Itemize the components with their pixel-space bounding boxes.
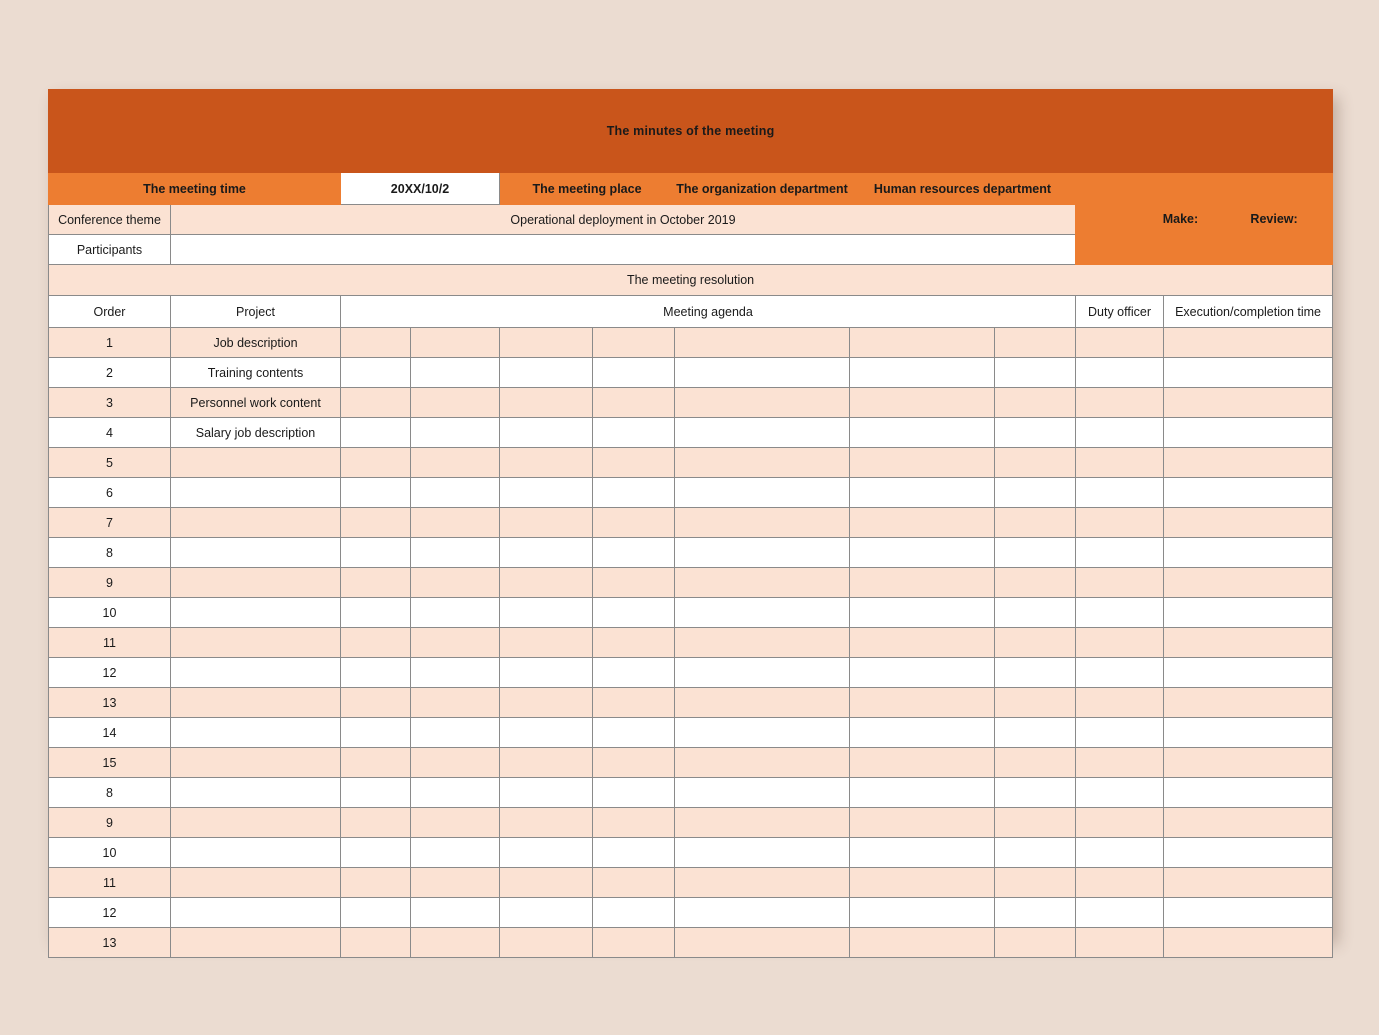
- row-agenda-cell[interactable]: [675, 838, 850, 868]
- row-order: 7: [49, 508, 171, 538]
- row-agenda-cell[interactable]: [850, 628, 995, 658]
- row-agenda-cell[interactable]: [411, 868, 500, 898]
- row-agenda-cell[interactable]: [850, 868, 995, 898]
- row-duty-officer[interactable]: [1076, 448, 1164, 478]
- row-agenda-cell[interactable]: [850, 538, 995, 568]
- row-agenda-cell[interactable]: [995, 598, 1076, 628]
- row-agenda-cell[interactable]: [341, 538, 411, 568]
- row-agenda-cell[interactable]: [850, 568, 995, 598]
- row-agenda-cell[interactable]: [593, 778, 675, 808]
- column-header-project: Project: [171, 296, 341, 328]
- row-agenda-cell[interactable]: [675, 778, 850, 808]
- row-agenda-cell[interactable]: [341, 928, 411, 958]
- row-agenda-cell[interactable]: [500, 478, 593, 508]
- row-agenda-cell[interactable]: [593, 418, 675, 448]
- row-agenda-cell[interactable]: [411, 358, 500, 388]
- row-execution-time[interactable]: [1164, 868, 1333, 898]
- row-agenda-cell[interactable]: [850, 508, 995, 538]
- row-agenda-cell[interactable]: [675, 748, 850, 778]
- row-agenda-cell[interactable]: [411, 628, 500, 658]
- row-agenda-cell[interactable]: [995, 928, 1076, 958]
- row-duty-officer[interactable]: [1076, 628, 1164, 658]
- row-agenda-cell[interactable]: [995, 388, 1076, 418]
- table-row: [49, 568, 1333, 598]
- row-order: 3: [49, 388, 171, 418]
- row-duty-officer[interactable]: [1076, 898, 1164, 928]
- row-agenda-cell[interactable]: [995, 688, 1076, 718]
- row-project[interactable]: [171, 478, 341, 508]
- row-project[interactable]: [171, 688, 341, 718]
- row-agenda-cell[interactable]: [675, 868, 850, 898]
- row-execution-time[interactable]: [1164, 568, 1333, 598]
- row-agenda-cell[interactable]: [995, 448, 1076, 478]
- row-agenda-cell[interactable]: [995, 868, 1076, 898]
- row-duty-officer[interactable]: [1076, 508, 1164, 538]
- row-agenda-cell[interactable]: [593, 898, 675, 928]
- row-agenda-cell[interactable]: [593, 448, 675, 478]
- row-agenda-cell[interactable]: [411, 508, 500, 538]
- row-order: 10: [49, 838, 171, 868]
- row-order: 12: [49, 898, 171, 928]
- row-agenda-cell[interactable]: [995, 898, 1076, 928]
- row-agenda-cell[interactable]: [500, 448, 593, 478]
- row-project[interactable]: Personnel work content: [171, 388, 341, 418]
- row-execution-time[interactable]: [1164, 358, 1333, 388]
- row-agenda-cell[interactable]: [850, 718, 995, 748]
- row-execution-time[interactable]: [1164, 448, 1333, 478]
- row-agenda-cell[interactable]: [411, 718, 500, 748]
- row-agenda-cell[interactable]: [850, 358, 995, 388]
- row-agenda-cell[interactable]: [675, 628, 850, 658]
- row-execution-time[interactable]: [1164, 658, 1333, 688]
- row-agenda-cell[interactable]: [675, 598, 850, 628]
- row-agenda-cell[interactable]: [593, 748, 675, 778]
- row-agenda-cell[interactable]: [341, 568, 411, 598]
- row-agenda-cell[interactable]: [341, 748, 411, 778]
- row-agenda-cell[interactable]: [593, 718, 675, 748]
- row-agenda-cell[interactable]: [593, 328, 675, 358]
- table-row: [49, 838, 1333, 868]
- row-project[interactable]: [171, 808, 341, 838]
- row-agenda-cell[interactable]: [500, 418, 593, 448]
- table-row: [49, 898, 1333, 928]
- resolution-rows: [49, 328, 1333, 958]
- row-agenda-cell[interactable]: [593, 358, 675, 388]
- column-header-execution-time: Execution/completion time: [1164, 296, 1333, 328]
- row-project[interactable]: [171, 508, 341, 538]
- row-agenda-cell[interactable]: [411, 538, 500, 568]
- row-agenda-cell[interactable]: [500, 568, 593, 598]
- row-agenda-cell[interactable]: [411, 688, 500, 718]
- row-order: 9: [49, 808, 171, 838]
- table-row: [49, 688, 1333, 718]
- row-order: 2: [49, 358, 171, 388]
- row-execution-time[interactable]: [1164, 418, 1333, 448]
- row-agenda-cell[interactable]: [411, 928, 500, 958]
- column-header-meeting-agenda: Meeting agenda: [341, 296, 1076, 328]
- table-row: [49, 538, 1333, 568]
- row-agenda-cell[interactable]: [341, 688, 411, 718]
- row-agenda-cell[interactable]: [675, 448, 850, 478]
- row-agenda-cell[interactable]: [675, 688, 850, 718]
- row-agenda-cell[interactable]: [341, 418, 411, 448]
- row-duty-officer[interactable]: [1076, 328, 1164, 358]
- row-order: 4: [49, 418, 171, 448]
- row-agenda-cell[interactable]: [500, 808, 593, 838]
- row-project[interactable]: [171, 898, 341, 928]
- conference-theme-label: Conference theme: [49, 205, 171, 235]
- row-agenda-cell[interactable]: [341, 508, 411, 538]
- title-row: [49, 90, 1333, 173]
- conference-theme-value[interactable]: Operational deployment in October 2019: [171, 205, 1076, 235]
- row-agenda-cell[interactable]: [850, 748, 995, 778]
- row-agenda-cell[interactable]: [995, 838, 1076, 868]
- row-agenda-cell[interactable]: [411, 808, 500, 838]
- row-agenda-cell[interactable]: [995, 718, 1076, 748]
- row-agenda-cell[interactable]: [500, 598, 593, 628]
- row-agenda-cell[interactable]: [593, 838, 675, 868]
- row-agenda-cell[interactable]: [850, 448, 995, 478]
- meeting-place-label: The meeting place: [500, 173, 675, 205]
- row-agenda-cell[interactable]: [593, 538, 675, 568]
- organization-department-value[interactable]: Human resources department: [850, 173, 1076, 205]
- row-agenda-cell[interactable]: [341, 628, 411, 658]
- column-header-order: Order: [49, 296, 171, 328]
- row-duty-officer[interactable]: [1076, 688, 1164, 718]
- row-agenda-cell[interactable]: [850, 478, 995, 508]
- row-order: 13: [49, 928, 171, 958]
- row-agenda-cell[interactable]: [995, 418, 1076, 448]
- row-duty-officer[interactable]: [1076, 418, 1164, 448]
- row-agenda-cell[interactable]: [850, 808, 995, 838]
- row-agenda-cell[interactable]: [675, 388, 850, 418]
- row-agenda-cell[interactable]: [850, 688, 995, 718]
- row-agenda-cell[interactable]: [500, 748, 593, 778]
- row-agenda-cell[interactable]: [411, 898, 500, 928]
- row-agenda-cell[interactable]: [341, 778, 411, 808]
- row-agenda-cell[interactable]: [411, 568, 500, 598]
- row-execution-time[interactable]: [1164, 328, 1333, 358]
- row-agenda-cell[interactable]: [593, 868, 675, 898]
- row-order: 12: [49, 658, 171, 688]
- row-project[interactable]: [171, 538, 341, 568]
- meeting-info-header-row: [49, 173, 1333, 205]
- row-agenda-cell[interactable]: [411, 748, 500, 778]
- row-duty-officer[interactable]: [1076, 658, 1164, 688]
- document-title: The minutes of the meeting: [49, 90, 1333, 173]
- row-agenda-cell[interactable]: [500, 388, 593, 418]
- row-duty-officer[interactable]: [1076, 478, 1164, 508]
- organization-department-label: The organization department: [675, 173, 850, 205]
- row-agenda-cell[interactable]: [341, 808, 411, 838]
- row-agenda-cell[interactable]: [411, 418, 500, 448]
- row-project[interactable]: [171, 448, 341, 478]
- row-execution-time[interactable]: [1164, 838, 1333, 868]
- row-duty-officer[interactable]: [1076, 718, 1164, 748]
- row-agenda-cell[interactable]: [850, 838, 995, 868]
- row-agenda-cell[interactable]: [593, 688, 675, 718]
- row-agenda-cell[interactable]: [675, 328, 850, 358]
- row-agenda-cell[interactable]: [500, 928, 593, 958]
- row-agenda-cell[interactable]: [500, 718, 593, 748]
- row-agenda-cell[interactable]: [995, 628, 1076, 658]
- row-agenda-cell[interactable]: [500, 538, 593, 568]
- row-agenda-cell[interactable]: [675, 658, 850, 688]
- table-row: [49, 928, 1333, 958]
- row-duty-officer[interactable]: [1076, 868, 1164, 898]
- row-agenda-cell[interactable]: [411, 388, 500, 418]
- meeting-minutes-sheet: [48, 89, 1332, 950]
- row-agenda-cell[interactable]: [850, 898, 995, 928]
- make-label: Make:: [1162, 211, 1199, 226]
- row-agenda-cell[interactable]: [850, 658, 995, 688]
- row-agenda-cell[interactable]: [995, 538, 1076, 568]
- row-agenda-cell[interactable]: [500, 838, 593, 868]
- row-agenda-cell[interactable]: [593, 388, 675, 418]
- row-project[interactable]: Job description: [171, 328, 341, 358]
- row-execution-time[interactable]: [1164, 748, 1333, 778]
- row-agenda-cell[interactable]: [995, 808, 1076, 838]
- row-order: 1: [49, 328, 171, 358]
- row-agenda-cell[interactable]: [411, 658, 500, 688]
- table-row: [49, 718, 1333, 748]
- meeting-time-value[interactable]: 20XX/10/2: [341, 173, 500, 205]
- row-agenda-cell[interactable]: [675, 478, 850, 508]
- table-row: [49, 748, 1333, 778]
- row-agenda-cell[interactable]: [593, 508, 675, 538]
- row-duty-officer[interactable]: [1076, 598, 1164, 628]
- row-agenda-cell[interactable]: [593, 598, 675, 628]
- row-agenda-cell[interactable]: [675, 928, 850, 958]
- row-agenda-cell[interactable]: [850, 928, 995, 958]
- table-row: [49, 478, 1333, 508]
- row-agenda-cell[interactable]: [500, 898, 593, 928]
- row-duty-officer[interactable]: [1076, 928, 1164, 958]
- table-row: [49, 598, 1333, 628]
- row-project[interactable]: [171, 868, 341, 898]
- row-agenda-cell[interactable]: [411, 838, 500, 868]
- row-agenda-cell[interactable]: [500, 358, 593, 388]
- row-execution-time[interactable]: [1164, 928, 1333, 958]
- column-header-duty-officer: Duty officer: [1076, 296, 1164, 328]
- row-agenda-cell[interactable]: [675, 508, 850, 538]
- row-agenda-cell[interactable]: [995, 508, 1076, 538]
- row-agenda-cell[interactable]: [593, 628, 675, 658]
- row-execution-time[interactable]: [1164, 628, 1333, 658]
- row-project[interactable]: [171, 928, 341, 958]
- make-review-panel: [1076, 173, 1333, 265]
- resolution-title-row: [49, 265, 1333, 296]
- row-duty-officer[interactable]: [1076, 748, 1164, 778]
- row-project[interactable]: [171, 568, 341, 598]
- row-project[interactable]: [171, 838, 341, 868]
- row-agenda-cell[interactable]: [593, 658, 675, 688]
- table-row: [49, 808, 1333, 838]
- row-execution-time[interactable]: [1164, 778, 1333, 808]
- review-label: Review:: [1250, 211, 1298, 226]
- table-row: [49, 508, 1333, 538]
- row-order: 11: [49, 628, 171, 658]
- row-project[interactable]: [171, 718, 341, 748]
- row-agenda-cell[interactable]: [850, 418, 995, 448]
- row-order: 9: [49, 568, 171, 598]
- row-execution-time[interactable]: [1164, 688, 1333, 718]
- row-execution-time[interactable]: [1164, 718, 1333, 748]
- row-project[interactable]: [171, 658, 341, 688]
- row-agenda-cell[interactable]: [675, 808, 850, 838]
- row-duty-officer[interactable]: [1076, 538, 1164, 568]
- row-agenda-cell[interactable]: [850, 388, 995, 418]
- row-agenda-cell[interactable]: [500, 778, 593, 808]
- row-project[interactable]: [171, 598, 341, 628]
- participants-label: Participants: [49, 235, 171, 265]
- table-row: [49, 388, 1333, 418]
- row-agenda-cell[interactable]: [593, 928, 675, 958]
- row-agenda-cell[interactable]: [500, 328, 593, 358]
- row-execution-time[interactable]: [1164, 388, 1333, 418]
- row-execution-time[interactable]: [1164, 478, 1333, 508]
- row-agenda-cell[interactable]: [500, 868, 593, 898]
- row-agenda-cell[interactable]: [593, 478, 675, 508]
- table-row: [49, 328, 1333, 358]
- row-agenda-cell[interactable]: [995, 358, 1076, 388]
- row-agenda-cell[interactable]: [850, 778, 995, 808]
- row-agenda-cell[interactable]: [675, 568, 850, 598]
- row-agenda-cell[interactable]: [500, 658, 593, 688]
- row-project[interactable]: Salary job description: [171, 418, 341, 448]
- row-order: 13: [49, 688, 171, 718]
- row-order: 14: [49, 718, 171, 748]
- row-order: 15: [49, 748, 171, 778]
- participants-value[interactable]: [171, 235, 1076, 265]
- row-agenda-cell[interactable]: [411, 448, 500, 478]
- row-agenda-cell[interactable]: [500, 508, 593, 538]
- row-agenda-cell[interactable]: [341, 838, 411, 868]
- table-row: [49, 868, 1333, 898]
- row-agenda-cell[interactable]: [995, 658, 1076, 688]
- row-agenda-cell[interactable]: [500, 688, 593, 718]
- row-project[interactable]: [171, 748, 341, 778]
- row-duty-officer[interactable]: [1076, 358, 1164, 388]
- row-agenda-cell[interactable]: [341, 328, 411, 358]
- row-project[interactable]: [171, 628, 341, 658]
- row-agenda-cell[interactable]: [341, 868, 411, 898]
- row-agenda-cell[interactable]: [995, 778, 1076, 808]
- row-order: 6: [49, 478, 171, 508]
- row-execution-time[interactable]: [1164, 898, 1333, 928]
- row-project[interactable]: [171, 778, 341, 808]
- table-row: [49, 778, 1333, 808]
- column-header-row: [49, 296, 1333, 328]
- row-agenda-cell[interactable]: [341, 388, 411, 418]
- row-execution-time[interactable]: [1164, 808, 1333, 838]
- row-agenda-cell[interactable]: [675, 718, 850, 748]
- row-agenda-cell[interactable]: [995, 568, 1076, 598]
- row-agenda-cell[interactable]: [411, 478, 500, 508]
- row-agenda-cell[interactable]: [675, 538, 850, 568]
- row-agenda-cell[interactable]: [675, 358, 850, 388]
- table-row: [49, 628, 1333, 658]
- row-agenda-cell[interactable]: [995, 478, 1076, 508]
- minutes-table: [48, 89, 1333, 958]
- row-agenda-cell[interactable]: [995, 328, 1076, 358]
- row-agenda-cell[interactable]: [850, 328, 995, 358]
- row-duty-officer[interactable]: [1076, 568, 1164, 598]
- row-agenda-cell[interactable]: [341, 658, 411, 688]
- row-agenda-cell[interactable]: [341, 718, 411, 748]
- row-agenda-cell[interactable]: [995, 748, 1076, 778]
- table-row: [49, 448, 1333, 478]
- row-project[interactable]: Training contents: [171, 358, 341, 388]
- row-execution-time[interactable]: [1164, 538, 1333, 568]
- row-duty-officer[interactable]: [1076, 838, 1164, 868]
- row-order: 5: [49, 448, 171, 478]
- row-agenda-cell[interactable]: [593, 568, 675, 598]
- row-agenda-cell[interactable]: [341, 598, 411, 628]
- row-agenda-cell[interactable]: [675, 898, 850, 928]
- row-agenda-cell[interactable]: [341, 358, 411, 388]
- row-agenda-cell[interactable]: [411, 778, 500, 808]
- table-row: [49, 658, 1333, 688]
- row-agenda-cell[interactable]: [411, 598, 500, 628]
- row-agenda-cell[interactable]: [675, 418, 850, 448]
- table-row: [49, 418, 1333, 448]
- row-order: 10: [49, 598, 171, 628]
- row-agenda-cell[interactable]: [411, 328, 500, 358]
- row-agenda-cell[interactable]: [593, 808, 675, 838]
- row-order: 8: [49, 778, 171, 808]
- row-agenda-cell[interactable]: [500, 628, 593, 658]
- row-order: 11: [49, 868, 171, 898]
- row-agenda-cell[interactable]: [341, 448, 411, 478]
- row-agenda-cell[interactable]: [850, 598, 995, 628]
- row-execution-time[interactable]: [1164, 508, 1333, 538]
- row-order: 8: [49, 538, 171, 568]
- row-execution-time[interactable]: [1164, 598, 1333, 628]
- row-duty-officer[interactable]: [1076, 778, 1164, 808]
- row-agenda-cell[interactable]: [341, 898, 411, 928]
- row-duty-officer[interactable]: [1076, 388, 1164, 418]
- row-agenda-cell[interactable]: [341, 478, 411, 508]
- resolution-section-title: The meeting resolution: [49, 265, 1333, 296]
- row-duty-officer[interactable]: [1076, 808, 1164, 838]
- meeting-time-label: The meeting time: [49, 173, 341, 205]
- table-row: [49, 358, 1333, 388]
